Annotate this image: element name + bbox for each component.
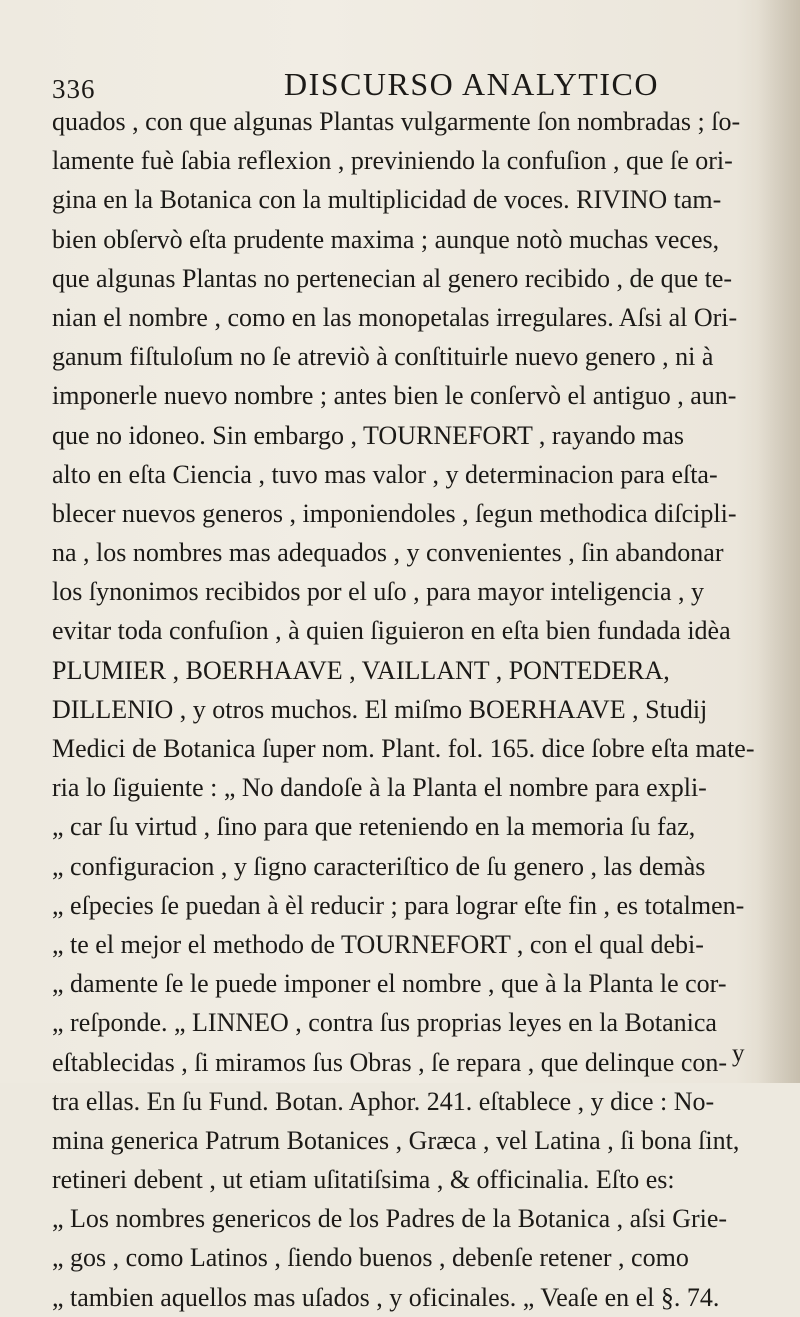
text-line: „ gos , como Latinos , ſiendo buenos , debenſe retener , como — [52, 1243, 689, 1273]
text-line: ria lo ſiguiente : „ No dandoſe à la Planta el nombre para expli- — [52, 773, 707, 803]
text-line: „ Los nombres genericos de los Padres de la Botanica , aſsi Grie- — [52, 1204, 728, 1234]
text-line: na , los nombres mas adequados , y convenientes , ſin abandonar — [52, 538, 724, 568]
text-line: „ car ſu virtud , ſino para que reteniendo en la memoria ſu faz, — [52, 812, 696, 842]
page-edge-shadow — [758, 0, 800, 1083]
body-text — [52, 102, 764, 1317]
text-line: evitar toda confuſion , à quien ſiguieron en eſta bien fundada idèa — [52, 616, 731, 646]
text-line: nian el nombre , como en las monopetalas irregulares. Aſsi al Ori- — [52, 302, 738, 332]
text-line: „ tambien aquellos mas uſados , y oficinales. „ Veaſe en el §. 74. — [52, 1282, 720, 1312]
text-line: lamente fuè ſabia reflexion , previniendo la confuſion , que ſe ori- — [52, 146, 733, 176]
text-line: „ damente ſe le puede imponer el nombre , que à la Planta le cor- — [52, 969, 727, 999]
running-head: DISCURSO ANALYTICO — [284, 66, 659, 102]
catchword: y — [732, 1040, 745, 1067]
text-line: quados , con que algunas Plantas vulgarmente ſon nombradas ; ſo- — [52, 107, 741, 136]
text-line: alto en eſta Ciencia , tuvo mas valor , y determinacion para eſta- — [52, 459, 718, 489]
text-line: ganum fiſtuloſum no ſe atreviò à conſtituirle nuevo genero , ni à — [52, 342, 714, 372]
text-line: retineri debent , ut etiam uſitatiſsima , & officinalia. Eſto es: — [52, 1165, 675, 1195]
text-line: gina en la Botanica con la multiplicidad de voces. RIVINO tam- — [52, 185, 722, 215]
text-line: que algunas Plantas no pertenecian al genero recibido , de que te- — [52, 263, 733, 293]
text-line: que no idoneo. Sin embargo , TOURNEFORT , rayando mas — [52, 420, 685, 450]
page-number: 336 — [52, 74, 96, 104]
text-line: „ reſponde. „ LINNEO , contra ſus proprias leyes en la Botanica — [52, 1008, 717, 1038]
text-line: eſtablecidas , ſi miramos ſus Obras , ſe repara , que delinque con- — [52, 1047, 728, 1077]
text-line: tra ellas. En ſu Fund. Botan. Aphor. 241. eſtablece , y dice : No- — [52, 1086, 715, 1116]
text-line: los ſynonimos recibidos por el uſo , para mayor inteligencia , y — [52, 577, 705, 607]
text-line: PLUMIER , BOERHAAVE , VAILLANT , PONTEDERA, — [52, 655, 670, 685]
text-line: bien obſervò eſta prudente maxima ; aunque notò muchas veces, — [52, 224, 720, 254]
text-line: „ te el mejor el methodo de TOURNEFORT , con el qual debi- — [52, 929, 704, 959]
text-line: mina generica Patrum Botanices , Græca , vel Latina , ſi bona ſint, — [52, 1125, 740, 1155]
text-line: blecer nuevos generos , imponiendoles , ſegun methodica diſcipli- — [52, 498, 737, 528]
text-line: Medici de Botanica ſuper nom. Plant. fol. 165. dice ſobre eſta mate- — [52, 734, 755, 763]
text-line: imponerle nuevo nombre ; antes bien le conſervò el antiguo , aun- — [52, 381, 737, 411]
text-line: DILLENIO , y otros muchos. El miſmo BOERHAAVE , Studij — [52, 694, 708, 724]
text-line: „ configuracion , y ſigno caracteriſtico de ſu genero , las demàs — [52, 851, 706, 881]
text-line: „ eſpecies ſe puedan à èl reducir ; para lograr eſte fin , es totalmen- — [52, 890, 745, 920]
page-header — [52, 66, 752, 106]
